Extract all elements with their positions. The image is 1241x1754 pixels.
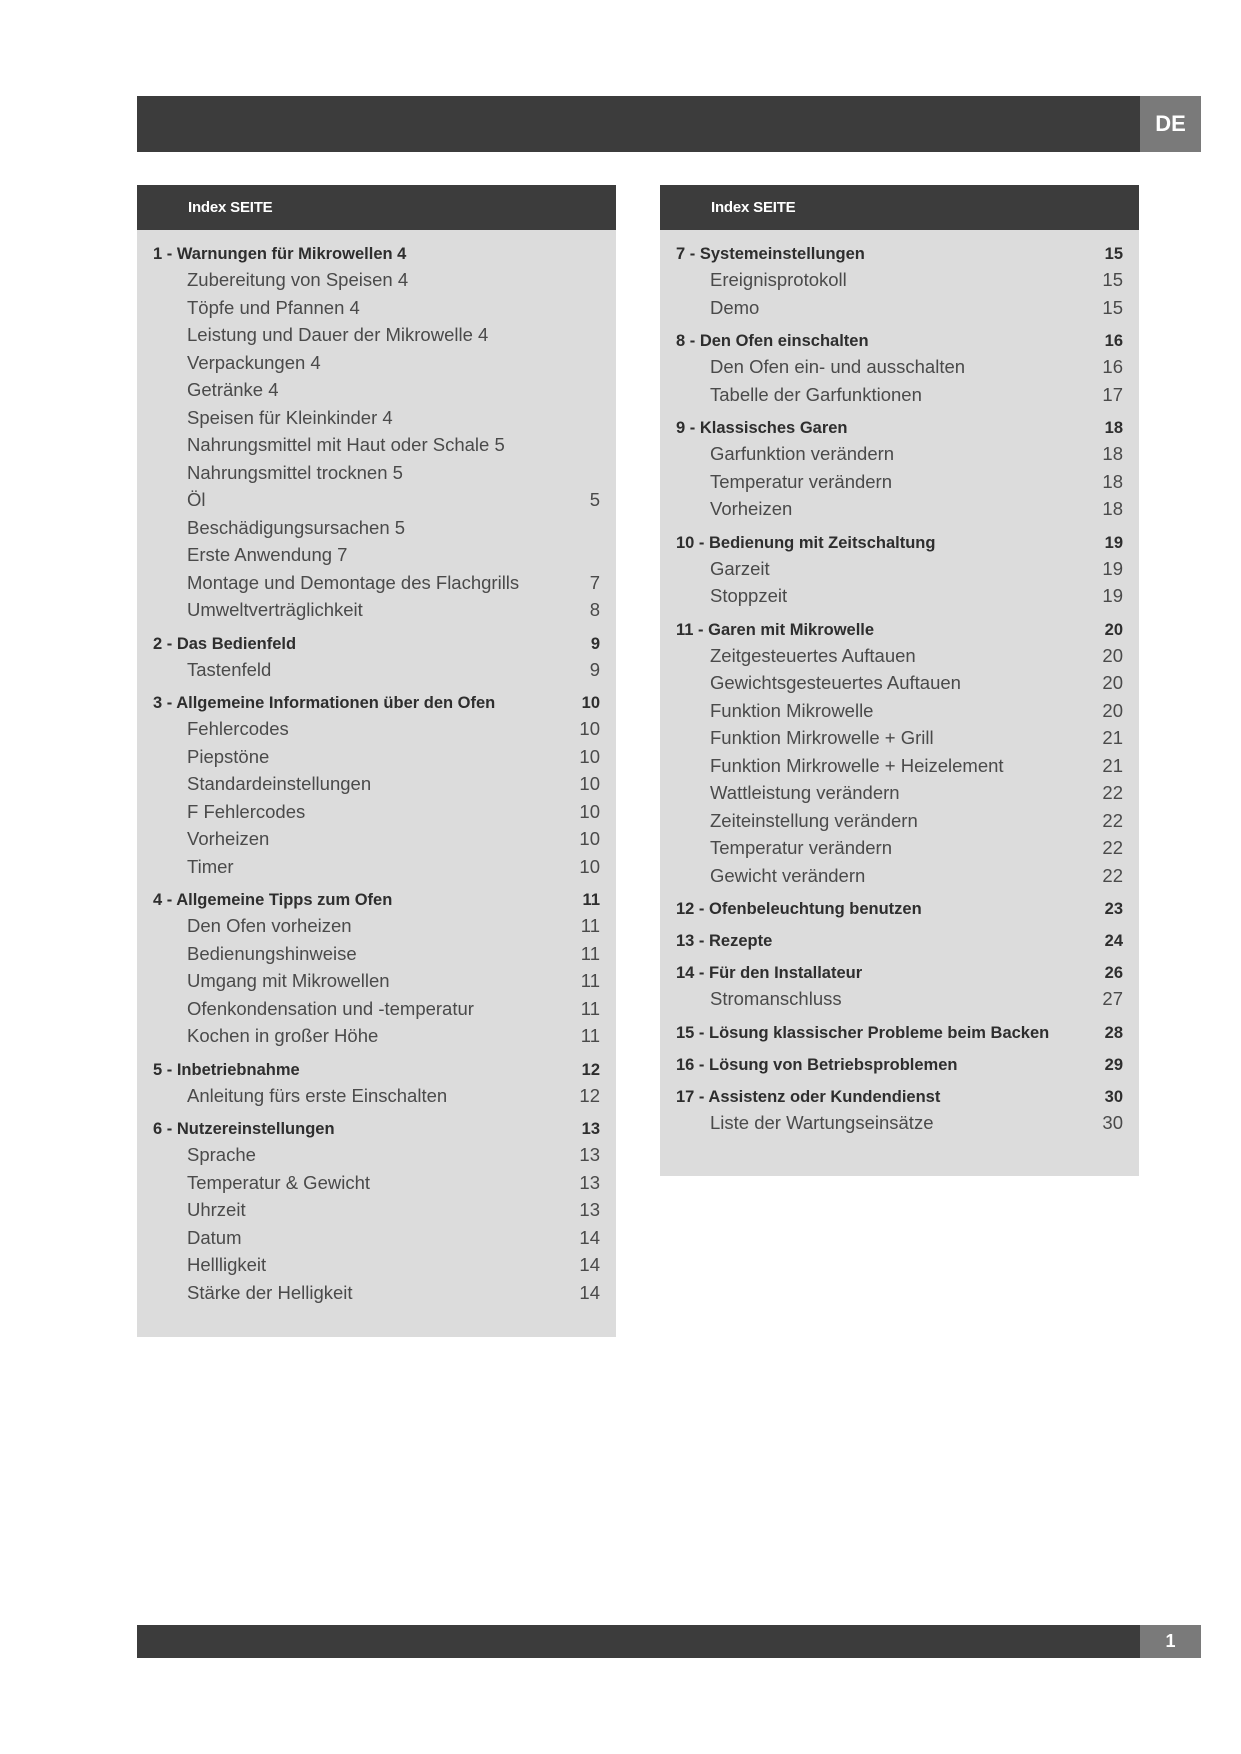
toc-section-page: 29 (1104, 1055, 1123, 1074)
toc-entry-page: 12 (579, 1084, 600, 1106)
toc-entry[interactable] (153, 656, 600, 684)
toc-entry-label: Piepstöne (187, 745, 270, 767)
toc-entry-label: Zeiteinstellung verändern (710, 809, 918, 831)
toc-entry-label: Wattleistung verändern (710, 782, 900, 803)
toc-section-page: 13 (581, 1120, 600, 1138)
toc-entry-label: Tastenfeld (187, 658, 272, 680)
toc-list-right (660, 230, 1139, 1136)
toc-section (676, 1021, 1123, 1045)
toc-section-page: 9 (590, 634, 600, 653)
toc-entry[interactable] (153, 486, 600, 514)
toc-entry-page: 15 (1102, 269, 1123, 290)
toc-entry-label: Uhrzeit (187, 1199, 246, 1220)
toc-entry-label: Liste der Wartungseinsätze (710, 1111, 934, 1133)
toc-entry-label: Garzeit (710, 557, 770, 579)
toc-entry[interactable] (153, 376, 600, 404)
toc-section-page: 28 (1104, 1023, 1123, 1042)
toc-entry-label: Funktion Mikrowelle (710, 699, 874, 721)
toc-entry-label: Datum (187, 1226, 242, 1248)
toc-section-title: 2 - Das Bedienfeld (153, 634, 297, 653)
toc-entry-page: 27 (1102, 988, 1123, 1009)
toc-section-heading[interactable] (676, 929, 1123, 953)
toc-entry-label: Umweltverträglichkeit (187, 599, 363, 620)
toc-entry-page: 11 (580, 1025, 600, 1046)
toc-entry-label: Leistung und Dauer der Mikrowelle 4 (187, 324, 489, 345)
toc-entry-page: 30 (1102, 1111, 1123, 1133)
toc-entry-page: 14 (579, 1281, 600, 1303)
toc-entry-label: Temperatur verändern (710, 470, 893, 492)
toc-entry-label: Zubereitung von Speisen 4 (187, 269, 409, 290)
toc-entry[interactable] (153, 940, 600, 968)
toc-panel-right (660, 185, 1139, 1176)
toc-section-page: 20 (1104, 620, 1123, 639)
toc-section-title: 6 - Nutzereinstellungen (153, 1120, 335, 1138)
toc-entry-label: Ofenkondensation und -temperatur (187, 997, 474, 1019)
toc-entry[interactable] (153, 995, 600, 1023)
toc-entry[interactable] (676, 669, 1123, 697)
toc-entry[interactable] (676, 440, 1123, 468)
toc-section (153, 1117, 600, 1306)
toc-section (153, 1058, 600, 1110)
toc-entry[interactable] (153, 743, 600, 771)
toc-section (676, 1053, 1123, 1077)
toc-entry[interactable] (153, 1279, 600, 1307)
toc-entry-page: 20 (1102, 644, 1123, 666)
toc-entry-page: 5 (589, 489, 600, 510)
toc-entry-page: 9 (589, 658, 600, 680)
toc-entry-label: Nahrungsmittel mit Haut oder Schale 5 (187, 434, 505, 455)
toc-entry[interactable] (153, 715, 600, 743)
toc-entry-label: Zeitgesteuertes Auftauen (710, 644, 916, 666)
toc-entry-label: Ereignisprotokoll (710, 269, 847, 290)
toc-entry-label: Sprache (187, 1144, 256, 1165)
toc-entry-page: 10 (579, 855, 600, 877)
toc-entry[interactable] (676, 294, 1123, 322)
toc-entry[interactable] (676, 752, 1123, 780)
toc-entry-page: 20 (1102, 699, 1123, 721)
toc-entry-page: 10 (579, 718, 600, 739)
toc-entry-page: 10 (579, 800, 600, 822)
toc-section-title: 12 - Ofenbeleuchtung benutzen (676, 900, 922, 918)
toc-entry[interactable] (153, 1224, 600, 1252)
toc-section-title: 4 - Allgemeine Tipps zum Ofen (153, 891, 393, 909)
toc-section (153, 691, 600, 880)
toc-entry-page: 21 (1102, 727, 1123, 748)
toc-entry-label: Vorheizen (710, 498, 793, 519)
toc-section-heading[interactable] (676, 1053, 1123, 1077)
toc-entry[interactable] (676, 582, 1123, 610)
toc-entry-page: 18 (1102, 443, 1123, 464)
toc-entry[interactable] (676, 985, 1123, 1013)
toc-entry-label: Standardeinstellungen (187, 773, 372, 794)
toc-entry-page: 11 (580, 997, 600, 1019)
toc-entry[interactable] (676, 862, 1123, 890)
toc-entry-page: 22 (1102, 837, 1123, 858)
toc-section-title: 9 - Klassisches Garen (676, 419, 848, 437)
toc-entry-label: F Fehlercodes (187, 800, 306, 822)
toc-entry[interactable] (676, 697, 1123, 725)
toc-entry-label: Getränke 4 (187, 379, 279, 400)
toc-entry-page: 11 (580, 942, 600, 964)
toc-entry-label: Temperatur & Gewicht (187, 1171, 371, 1193)
toc-section-page: 18 (1104, 419, 1123, 437)
toc-section-heading[interactable] (676, 242, 1123, 266)
toc-entry-label: Umgang mit Mikrowellen (187, 970, 390, 991)
toc-entry[interactable] (676, 834, 1123, 862)
toc-entry[interactable] (676, 642, 1123, 670)
toc-entry[interactable] (153, 1022, 600, 1050)
toc-section (676, 897, 1123, 921)
toc-section-page: 15 (1104, 245, 1123, 263)
toc-entry-page: 11 (580, 915, 600, 936)
toc-section-heading[interactable] (676, 961, 1123, 985)
toc-section (676, 329, 1123, 408)
toc-entry[interactable] (153, 1082, 600, 1110)
toc-entry[interactable] (153, 431, 600, 459)
toc-section-heading[interactable] (676, 897, 1123, 921)
toc-section (153, 632, 600, 684)
toc-entry-label: Montage und Demontage des Flachgrills (187, 571, 520, 593)
toc-section-title: 1 - Warnungen für Mikrowellen 4 (153, 245, 407, 263)
toc-section-heading[interactable] (153, 1058, 600, 1082)
toc-entry-label: Fehlercodes (187, 718, 289, 739)
toc-section (676, 929, 1123, 953)
toc-entry[interactable] (676, 807, 1123, 835)
toc-entry-label: Bedienungshinweise (187, 942, 357, 964)
toc-entry-page: 13 (579, 1144, 600, 1165)
toc-section (676, 961, 1123, 1013)
toc-entry-label: Hellligkeit (187, 1254, 267, 1275)
toc-entry[interactable] (153, 1169, 600, 1197)
toc-section-page: 30 (1104, 1087, 1123, 1106)
toc-section-heading[interactable] (153, 1117, 600, 1141)
toc-entry-label: Funktion Mirkrowelle + Grill (710, 727, 934, 748)
toc-entry[interactable] (676, 779, 1123, 807)
toc-entry-label: Gewicht verändern (710, 864, 866, 886)
toc-section (676, 416, 1123, 523)
toc-section-page: 24 (1104, 932, 1123, 950)
toc-entry[interactable] (153, 1141, 600, 1169)
toc-entry-page: 14 (579, 1226, 600, 1248)
toc-section-heading[interactable] (676, 1021, 1123, 1045)
toc-section-title: 11 - Garen mit Mikrowelle (676, 620, 875, 639)
toc-section-title: 17 - Assistenz oder Kundendienst (676, 1087, 941, 1106)
toc-entry-page: 22 (1102, 864, 1123, 886)
toc-section-heading[interactable] (153, 242, 600, 266)
toc-entry-page: 7 (589, 571, 600, 593)
toc-entry-page: 15 (1102, 296, 1123, 318)
toc-entry[interactable] (153, 541, 600, 569)
toc-section-page: 19 (1104, 533, 1123, 552)
toc-section-page: 10 (581, 694, 600, 712)
toc-section-heading[interactable] (153, 888, 600, 912)
toc-entry-label: Stoppzeit (710, 585, 788, 606)
toc-entry-label: Öl (187, 489, 206, 510)
toc-entry-page: 17 (1102, 383, 1123, 405)
toc-entry-label: Nahrungsmittel trocknen 5 (187, 461, 403, 483)
toc-entry-label: Demo (710, 296, 760, 318)
toc-entry-label: Gewichtsgesteuertes Auftauen (710, 672, 961, 693)
toc-section-page: 11 (582, 891, 600, 909)
toc-entry-label: Stromanschluss (710, 988, 842, 1009)
toc-entry[interactable] (153, 321, 600, 349)
toc-entry[interactable] (153, 825, 600, 853)
toc-entry-page: 13 (579, 1199, 600, 1220)
toc-section-title: 8 - Den Ofen einschalten (676, 332, 869, 350)
toc-entry[interactable] (676, 724, 1123, 752)
toc-entry[interactable] (153, 596, 600, 624)
toc-entry[interactable] (153, 770, 600, 798)
toc-entry[interactable] (153, 967, 600, 995)
toc-heading-left: Index SEITE (137, 185, 616, 230)
toc-section-title: 13 - Rezepte (676, 932, 773, 950)
toc-section-heading[interactable] (676, 531, 1123, 555)
toc-section-title: 15 - Lösung klassischer Probleme beim Backen (676, 1023, 1050, 1042)
toc-entry-label: Erste Anwendung 7 (187, 544, 348, 565)
toc-entry[interactable] (153, 1196, 600, 1224)
toc-panel-left (137, 185, 616, 1337)
toc-section (153, 242, 600, 624)
toc-entry-label: Temperatur verändern (710, 837, 893, 858)
toc-entry-page: 8 (589, 599, 600, 620)
toc-entry-label: Anleitung fürs erste Einschalten (187, 1084, 448, 1106)
toc-section-title: 3 - Allgemeine Informationen über den Ofen (153, 694, 496, 712)
toc-entry[interactable] (676, 381, 1123, 409)
toc-entry-page: 14 (579, 1254, 600, 1275)
toc-entry[interactable] (676, 353, 1123, 381)
toc-entry[interactable] (153, 912, 600, 940)
toc-entry-page: 19 (1102, 585, 1123, 606)
toc-entry-page: 16 (1102, 356, 1123, 377)
footer-bar (137, 1625, 1140, 1658)
toc-section-title: 14 - Für den Installateur (676, 964, 863, 982)
toc-entry[interactable] (153, 404, 600, 432)
toc-entry-label: Garfunktion verändern (710, 443, 895, 464)
toc-entry[interactable] (676, 495, 1123, 523)
toc-section-title: 5 - Inbetriebnahme (153, 1060, 300, 1079)
toc-section-heading[interactable] (153, 632, 600, 656)
toc-entry[interactable] (153, 569, 600, 597)
toc-entry[interactable] (676, 555, 1123, 583)
toc-entry[interactable] (676, 266, 1123, 294)
toc-section (676, 618, 1123, 890)
toc-entry[interactable] (153, 514, 600, 542)
toc-entry[interactable] (153, 294, 600, 322)
toc-entry-page: 18 (1102, 470, 1123, 492)
toc-entry[interactable] (153, 798, 600, 826)
toc-entry-label: Kochen in großer Höhe (187, 1025, 379, 1046)
toc-entry[interactable] (153, 853, 600, 881)
toc-section-page: 16 (1104, 332, 1123, 350)
toc-entry-label: Beschädigungsursachen 5 (187, 516, 406, 538)
toc-entry-page: 10 (579, 773, 600, 794)
toc-entry-page: 18 (1102, 498, 1123, 519)
toc-entry-page: 20 (1102, 672, 1123, 693)
toc-entry[interactable] (153, 459, 600, 487)
toc-entry-label: Den Ofen vorheizen (187, 915, 352, 936)
toc-section-title: 7 - Systemeinstellungen (676, 245, 865, 263)
toc-entry-page: 22 (1102, 809, 1123, 831)
toc-entry-page: 22 (1102, 782, 1123, 803)
toc-entry-label: Timer (187, 855, 234, 877)
toc-section-heading[interactable] (676, 1085, 1123, 1109)
toc-entry-label: Funktion Mirkrowelle + Heizelement (710, 754, 1004, 776)
toc-section-heading[interactable] (676, 618, 1123, 642)
toc-entry[interactable] (676, 468, 1123, 496)
toc-entry-label: Verpackungen 4 (187, 351, 321, 373)
toc-heading-right: Index SEITE (660, 185, 1139, 230)
toc-section (676, 531, 1123, 610)
toc-entry-page: 10 (579, 828, 600, 849)
toc-list-left (137, 230, 616, 1306)
toc-entry[interactable] (676, 1109, 1123, 1137)
header-bar (137, 96, 1140, 152)
toc-entry-page: 19 (1102, 557, 1123, 579)
language-tab: DE (1140, 96, 1201, 152)
toc-entry-page: 11 (580, 970, 600, 991)
toc-entry-page: 21 (1102, 754, 1123, 776)
toc-section-heading[interactable] (676, 329, 1123, 353)
toc-section (676, 1085, 1123, 1137)
toc-entry-label: Vorheizen (187, 828, 270, 849)
toc-entry[interactable] (153, 349, 600, 377)
toc-section-heading[interactable] (676, 416, 1123, 440)
toc-entry-label: Töpfe und Pfannen 4 (187, 296, 360, 318)
toc-entry-label: Stärke der Helligkeit (187, 1281, 353, 1303)
page-number: 1 (1140, 1625, 1201, 1658)
toc-section-title: 16 - Lösung von Betriebsproblemen (676, 1055, 958, 1074)
toc-entry[interactable] (153, 1251, 600, 1279)
toc-entry-label: Tabelle der Garfunktionen (710, 383, 922, 405)
toc-section (676, 242, 1123, 321)
toc-entry-label: Den Ofen ein- und ausschalten (710, 356, 966, 377)
toc-entry-label: Speisen für Kleinkinder 4 (187, 406, 393, 428)
toc-entry-page: 10 (579, 745, 600, 767)
toc-section-page: 26 (1104, 964, 1123, 982)
toc-section (153, 888, 600, 1050)
toc-entry[interactable] (153, 266, 600, 294)
toc-section-page: 23 (1104, 900, 1123, 918)
toc-section-page: 12 (581, 1060, 600, 1079)
toc-entry-page: 13 (579, 1171, 600, 1193)
toc-section-title: 10 - Bedienung mit Zeitschaltung (676, 533, 936, 552)
toc-section-heading[interactable] (153, 691, 600, 715)
